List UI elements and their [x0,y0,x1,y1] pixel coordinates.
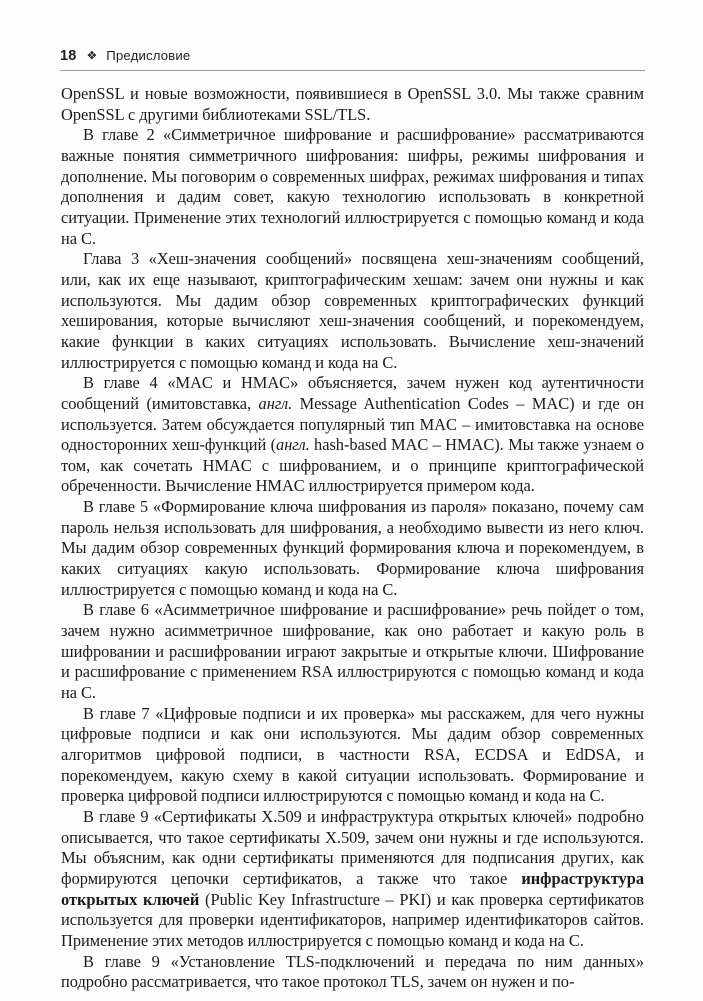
para-chapter-6: В главе 6 «Асимметричное шифрование и расшифрование» речь пойдет о том, зачем нужно асимметричное шифрование, как оно работает и какую роль в шифровании и расшифровании играют закрытые и открытые ключи. Шифрование и расшифрование с применением RSA иллюстрируются с помощью команд и кода на C. [61,600,644,703]
running-head [60,44,645,68]
para-chapter-7: В главе 7 «Цифровые подписи и их проверка» мы расскажем, для чего нужны цифровые подписи и как они используются. Мы дадим обзор современных алгоритмов цифровой подписи, в частности RSA, ECDSA и EdDSA, и порекомендуем, какую схему в какой ситуации использовать. Формирование и проверка цифровой подписи иллюстрируются с помощью команд и кода на C. [61,703,644,806]
body-text-block [61,84,644,993]
para-chapter-3: Глава 3 «Хеш-значения сообщений» посвящена хеш-значениям сообщений, или, как их еще называют, криптографическим хешам: зачем они нужны и как используются. Мы дадим обзор современных криптографических функций хеширования, которые вычисляют хеш-значения сообщений, и порекомендуем, какие функции в каких ситуациях использовать. Вычисление хеш-значений иллюстрируется с помощью команд и кода на C. [61,249,644,372]
para-openssl-intro: OpenSSL и новые возможности, появившиеся в OpenSSL 3.0. Мы также сравним OpenSSL с другими библиотеками SSL/TLS. [61,84,644,124]
running-head-rule [60,70,645,71]
italic-language-marker: англ. [276,435,310,455]
bold-term: инфраструктура открытых ключей [61,868,644,909]
para-chapter-2: В главе 2 «Симметричное шифрование и расшифрование» рассматриваются важные понятия симметричного шифрования: шифры, режимы шифрования и дополнение. Мы поговорим о современных шифрах, режимах шифрования и типах дополнения и дадим совет, какую технологию использовать в конкретной ситуации. Применение этих технологий иллюстрируется с помощью команд и кода на C. [61,125,644,248]
para-chapter-4: В главе 4 «MAC и HMAC» объясняется, зачем нужен код аутентичности сообщений (имитовставка, англ. Message Authentication Codes – MAC) и где он используется. Затем обсуждается популярный тип MAC – имитовставка на основе односторонних хеш-функций (англ. hash-based MAC – HMAC). Мы также узнаем о том, как сочетать HMAC с шифрованием, и о принципе криптографической обреченности. Вычисление HMAC иллюстрируется примером кода. [61,373,644,496]
page-number: 18 [60,47,77,64]
italic-language-marker: англ. [258,393,293,413]
para-chapter-8: В главе 9 «Сертификаты X.509 и инфраструктура открытых ключей» подробно описывается, что такое сертификаты X.509, зачем они нужны и где используются. Мы объясним, как одни сертификаты применяются для подписания других, как формируются цепочки сертификатов, а также что такое инфраструктура открытых ключей (Public Key Infrastructure – PKI) и как проверка сертификатов используется для проверки идентификаторов, например идентификаторов сайтов. Применение этих методов иллюстрируется с помощью команд и кода на C. [61,806,644,950]
diamond-ornament-icon: ❖ [86,48,98,63]
para-chapter-9: В главе 9 «Установление TLS-подключений и передача по ним данных» подробно рассматривается, что такое протокол TLS, зачем он нужен и по- [61,951,644,992]
running-head-title: Предисловие [106,48,191,64]
para-chapter-5: В главе 5 «Формирование ключа шифрования из пароля» показано, почему сам пароль нельзя использовать для шифрования, а необходимо вывести из него ключ. Мы дадим обзор современных функций формирования ключа и порекомендуем, в каких ситуациях какую использовать. Формирование ключа шифрования иллюстрируется с помощью команд и кода на C. [61,497,644,599]
